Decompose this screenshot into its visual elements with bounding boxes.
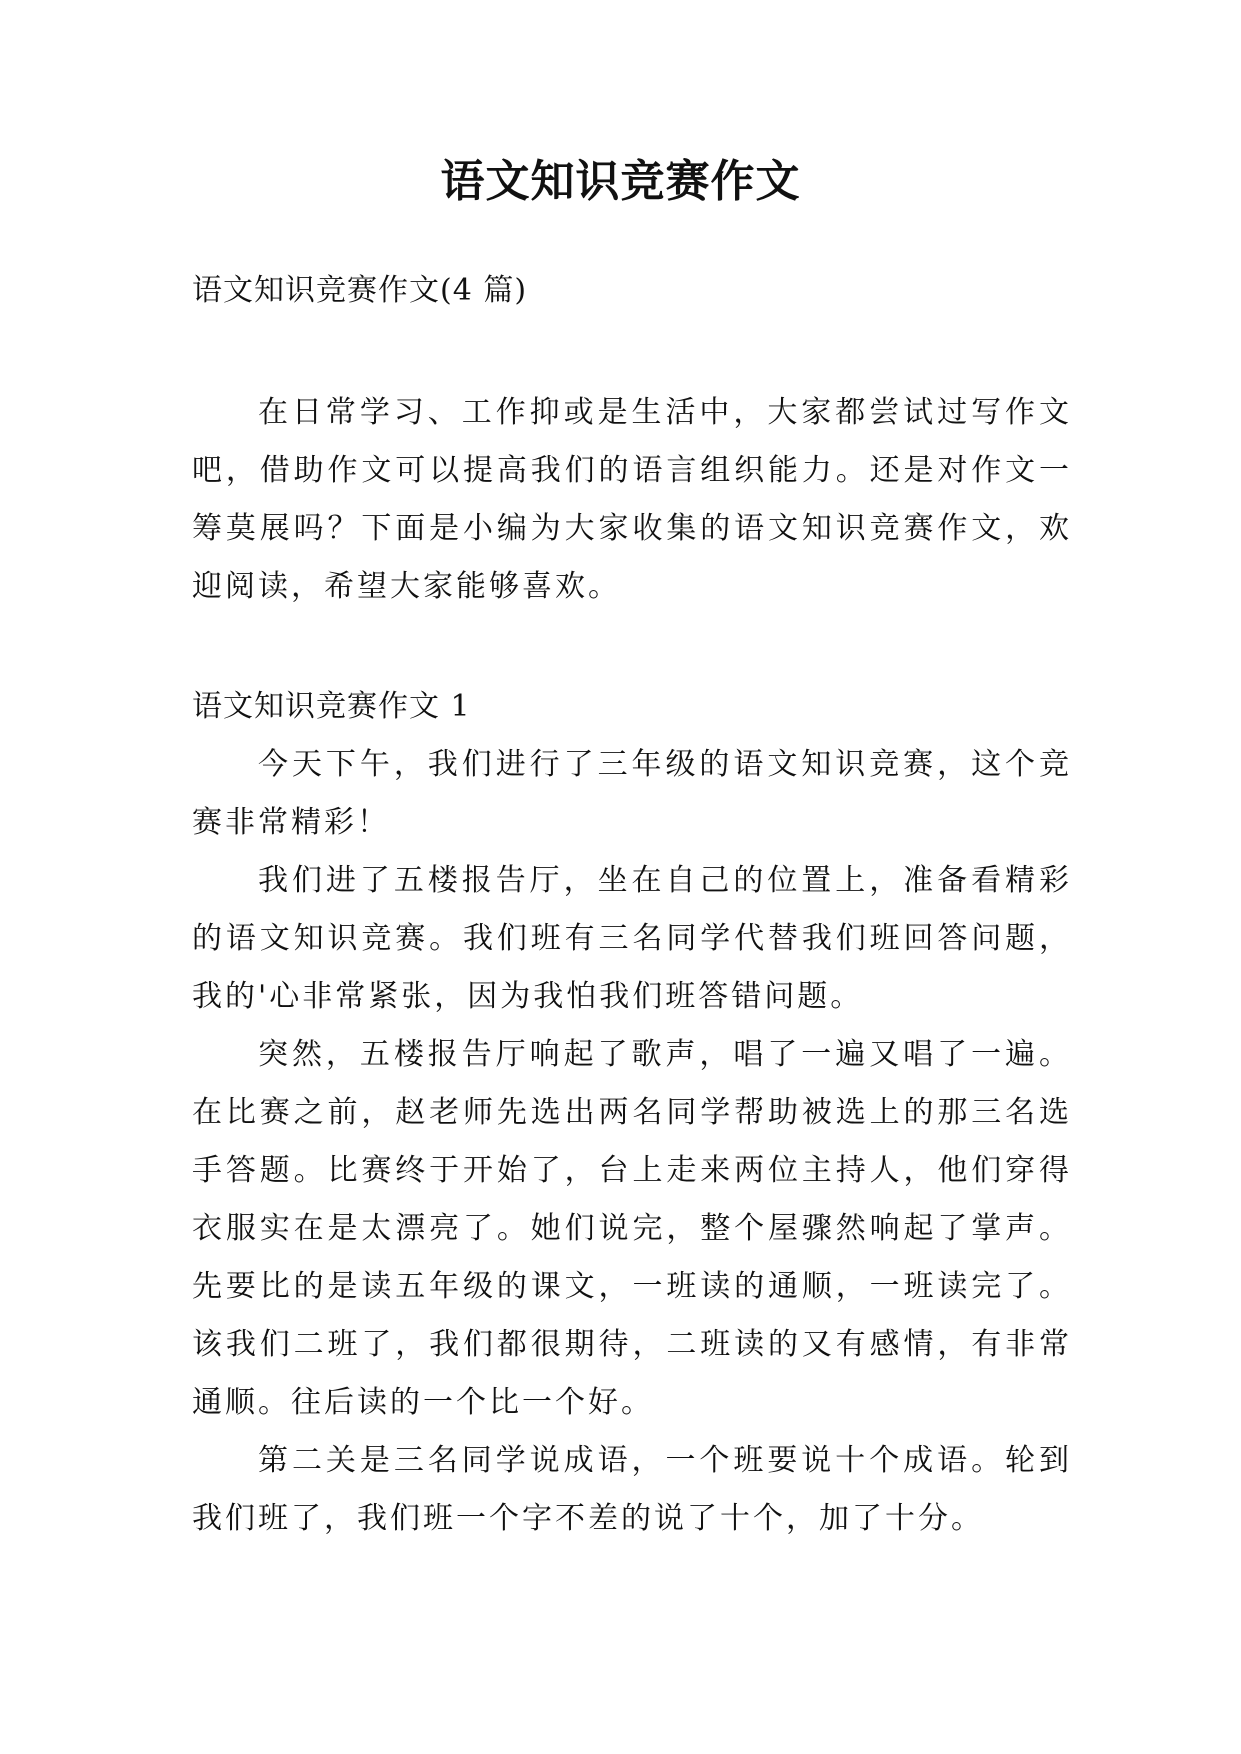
document-body — [192, 262, 1072, 1548]
body-paragraph: 我们进了五楼报告厅，坐在自己的位置上，准备看精彩的语文知识竞赛。我们班有三名同学代替我们班回答问题，我的'心非常紧张，因为我怕我们班答错问题。 — [192, 863, 1072, 1014]
body-paragraph: 第二关是三名同学说成语，一个班要说十个成语。轮到我们班了，我们班一个字不差的说了十个，加了十分。 — [192, 1443, 1072, 1536]
body-paragraph: 今天下午，我们进行了三年级的语文知识竞赛，这个竞赛非常精彩！ — [192, 747, 1072, 840]
spacer — [192, 616, 1072, 678]
spacer — [192, 320, 1072, 384]
document-title: 语文知识竞赛作文 — [440, 156, 801, 207]
section-heading: 语文知识竞赛作文 1 — [192, 689, 471, 724]
document-subtitle: 语文知识竞赛作文(4 篇) — [192, 273, 528, 308]
intro-paragraph: 在日常学习、工作抑或是生活中，大家都尝试过写作文吧，借助作文可以提高我们的语言组织能力。还是对作文一筹莫展吗？下面是小编为大家收集的语文知识竞赛作文，欢迎阅读，希望大家能够喜欢。 — [192, 395, 1072, 604]
body-paragraph: 突然，五楼报告厅响起了歌声，唱了一遍又唱了一遍。在比赛之前，赵老师先选出两名同学帮助被选上的那三名选手答题。比赛终于开始了，台上走来两位主持人，他们穿得衣服实在是太漂亮了。她们说完，整个屋骤然响起了掌声。先要比的是读五年级的课文，一班读的通顺，一班读完了。该我们二班了，我们都很期待，二班读的又有感情，有非常通顺。往后读的一个比一个好。 — [192, 1037, 1072, 1420]
